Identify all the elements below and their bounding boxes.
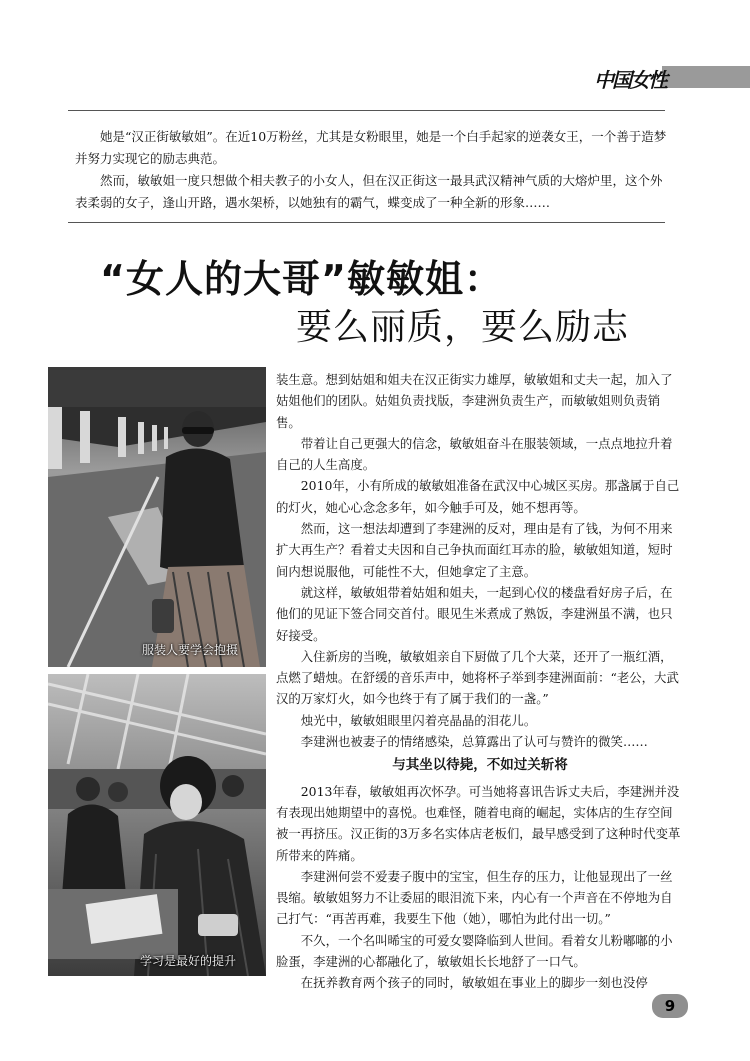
body-paragraph: 装生意。想到姑姐和姐夫在汉正街实力雄厚，敏敏姐和丈夫一起，加入了姑姐他们的团队。姑姐负责找版，李建洲负责生产，而敏敏姐则负责销售。 — [276, 372, 673, 430]
body-paragraph: 2010年，小有所成的敏敏姐准备在武汉中心城区买房。那盏属于自己的灯火，她心心念念多年，如今触手可及，她不想再等。 — [276, 478, 680, 515]
intro-paragraph: 她是“汉正街敏敏姐”。在近10万粉丝，尤其是女粉眼里，她是一个白手起家的逆袭女王，一个善于造梦并努力实现它的励志典范。 — [75, 129, 667, 166]
intro-rule — [68, 222, 665, 223]
photo-woman-in-parking-garage-icon — [48, 367, 266, 667]
photo-caption: 学习是最好的提升 — [140, 954, 237, 968]
intro-paragraph: 然而，敏敏姐一度只想做个相夫教子的小女人，但在汉正街这一最具武汉精神气质的大熔炉里，这个外表柔弱的女子，逢山开路，遇水架桥，以她独有的霸气，蝶变成了一种全新的形象…… — [75, 173, 663, 210]
top-rule — [68, 110, 665, 111]
photo-event — [48, 674, 266, 976]
photo-woman-at-event-icon — [48, 674, 266, 976]
photo-caption: 服装人要学会抱摄 — [142, 643, 239, 657]
article-title: “女人的大哥”敏敏姐： — [100, 257, 503, 301]
article-body — [276, 369, 684, 994]
article-subtitle: 要么丽质，要么励志 — [296, 307, 630, 348]
magazine-logo: 中国女性 — [594, 68, 666, 92]
body-paragraph: 就这样，敏敏姐带着姑姐和姐夫，一起到心仪的楼盘看好房子后，在他们的见证下签合同交首付。眼见生米煮成了熟饭，李建洲虽不满，也只好接受。 — [276, 584, 673, 643]
photo-parking-garage — [48, 367, 266, 667]
body-paragraph: 烛光中，敏敏姐眼里闪着亮晶晶的泪花儿。 — [300, 712, 537, 728]
intro — [75, 126, 667, 214]
body-paragraph: 不久，一个名叫晞宝的可爱女婴降临到人世间。看着女儿粉嘟嘟的小脸蛋，李建洲的心都融化了，敏敏姐长长地舒了一口气。 — [276, 932, 673, 970]
page-number: 9 — [652, 994, 688, 1018]
masthead-tab — [662, 66, 750, 88]
section-heading: 与其坐以待毙，不如过关斩将 — [392, 757, 568, 774]
body-paragraph: 李建洲也被妻子的情绪感染，总算露出了认可与赞许的微笑…… — [300, 734, 648, 750]
body-paragraph: 2013年春，敏敏姐再次怀孕。可当她将喜讯告诉丈夫后，李建洲并没有表现出她期望中的喜悦。也难怪，随着电商的崛起，实体店的生存空间被一再挤压。汉正街的3万多名实体店老板们，最早感受到了这种时代变革所带来的阵痛。 — [276, 783, 681, 863]
masthead — [592, 64, 750, 90]
body-paragraph: 入住新房的当晚，敏敏姐亲自下厨做了几个大菜，还开了一瓶红酒，点燃了蜡烛。在舒缓的音乐声中，她将杯子举到李建洲面前：“老公，大武汉的万家灯火，如今也终于有了属于我们的一盏。” — [276, 648, 679, 707]
body-paragraph: 李建洲何尝不爱妻子腹中的宝宝，但生存的压力，让他显现出了一丝畏缩。敏敏姐努力不让委屈的眼泪流下来，内心有一个声音在不停地为自己打气：“再苦再难，我要生下他（她），哪怕为此付出一切。” — [276, 868, 673, 927]
body-paragraph: 带着让自己更强大的信念，敏敏姐奋斗在服装领域，一点点地拉升着自己的人生高度。 — [276, 435, 673, 473]
body-paragraph: 在抚养教育两个孩子的同时，敏敏姐在事业上的脚步一刻也没停 — [300, 975, 648, 991]
body-paragraph: 然而，这一想法却遭到了李建洲的反对，理由是有了钱，为何不用来扩大再生产？看着丈夫因和自己争执而面红耳赤的脸，敏敏姐知道，短时间内想说服他，可能性不大，但她拿定了主意。 — [276, 521, 673, 579]
